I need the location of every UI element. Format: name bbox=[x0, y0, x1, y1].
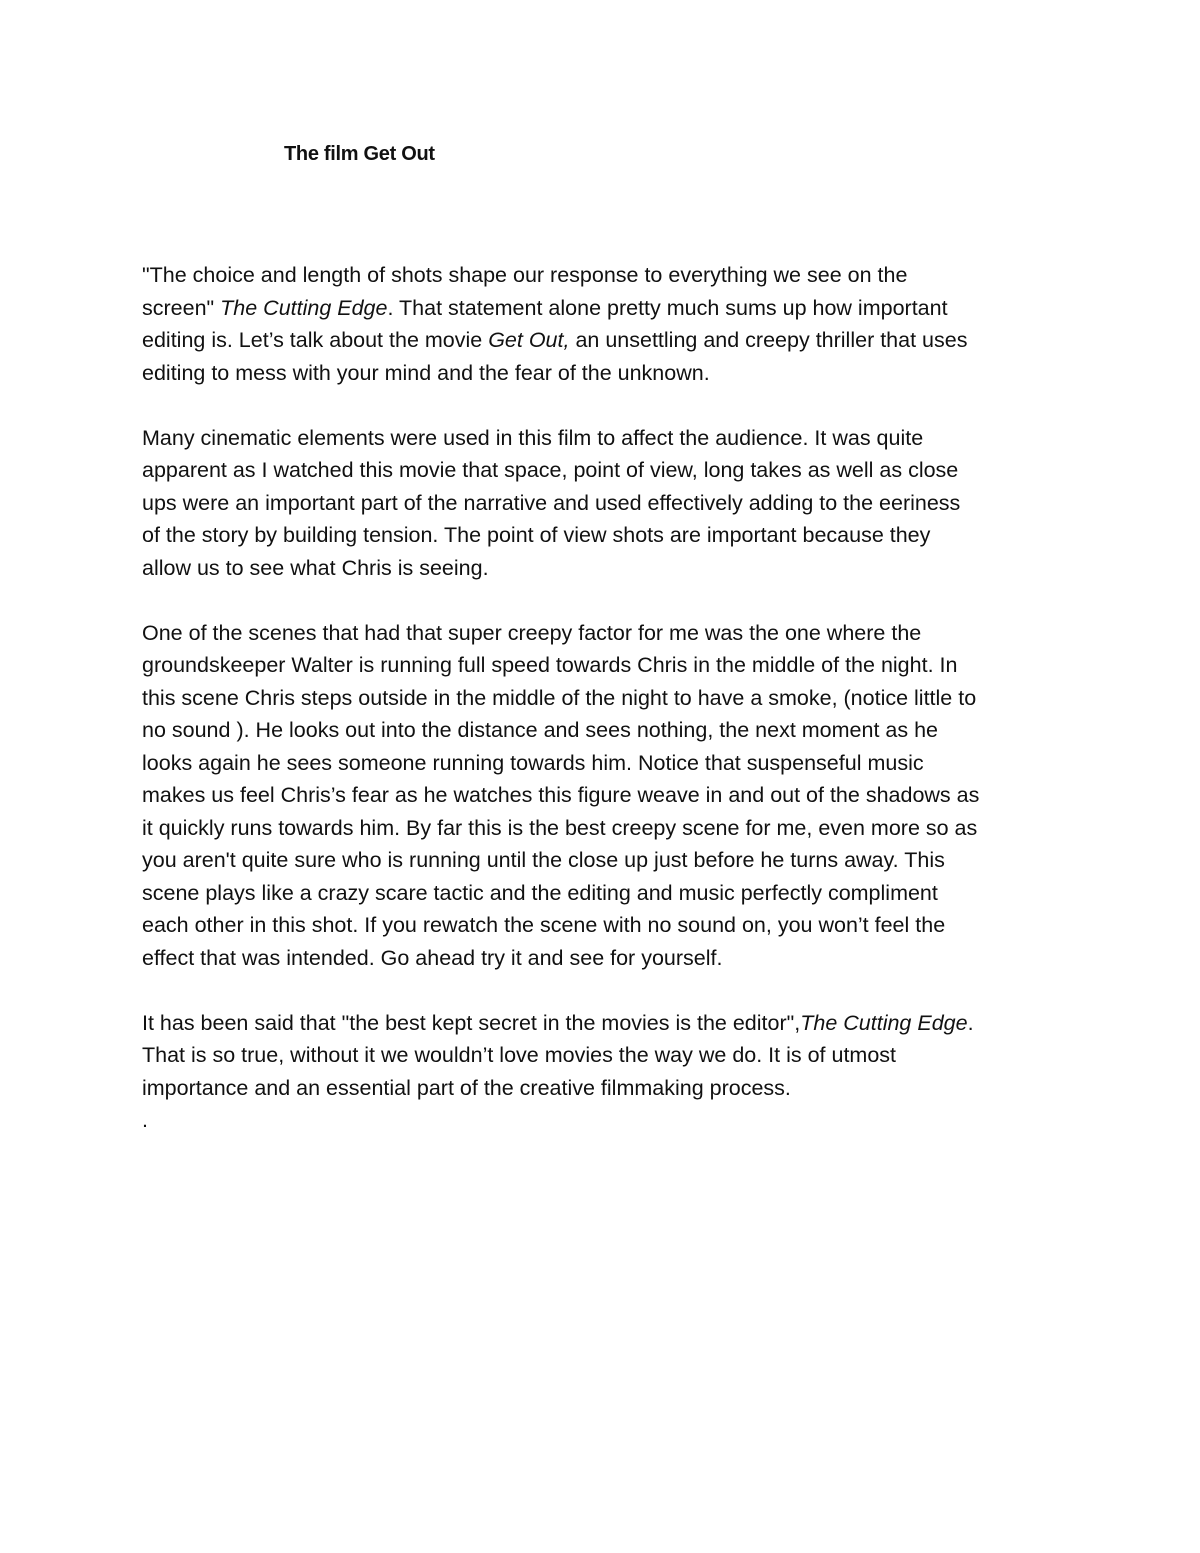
text-line bbox=[142, 649, 1072, 682]
text-line bbox=[142, 357, 1072, 390]
text-line bbox=[142, 909, 1072, 942]
text-line bbox=[142, 844, 1072, 877]
text-line bbox=[142, 812, 1072, 845]
paragraph-4 bbox=[142, 1007, 1072, 1105]
text-line bbox=[142, 682, 1072, 715]
text-line bbox=[142, 422, 1072, 455]
text-line bbox=[142, 1072, 1072, 1105]
italic-title-run: Get Out, bbox=[488, 328, 570, 352]
text-run: editing to mess with your mind and the fear of the unknown. bbox=[142, 360, 710, 385]
text-run: allow us to see what Chris is seeing. bbox=[142, 555, 489, 580]
text-line bbox=[142, 454, 1072, 487]
text-run: apparent as I watched this movie that space, point of view, long takes as well as close bbox=[142, 458, 959, 482]
italic-title-run: The Cutting Edge bbox=[220, 295, 388, 320]
text-run: It has been said that "the best kept secret in the movies is the editor", bbox=[142, 1010, 801, 1035]
paragraph-3 bbox=[142, 617, 1072, 975]
italic-title-run: The Cutting Edge bbox=[800, 1010, 968, 1035]
text-run: this scene Chris steps outside in the middle of the night to have a smoke, (notice little to bbox=[142, 685, 977, 710]
text-line bbox=[142, 1039, 1072, 1072]
text-run: each other in this shot. If you rewatch the scene with no sound on, you won’t feel the bbox=[142, 913, 946, 937]
text-line bbox=[142, 779, 1072, 812]
text-run: importance and an essential part of the creative filmmaking process. bbox=[142, 1075, 791, 1100]
trailing-period: . bbox=[142, 1108, 148, 1132]
text-line bbox=[142, 552, 1072, 585]
text-run: no sound ). He looks out into the distance and sees nothing, the next moment as he bbox=[142, 718, 939, 742]
paragraph-1 bbox=[142, 259, 1072, 389]
text-run: looks again he sees someone running towards him. Notice that suspenseful music bbox=[142, 750, 924, 775]
text-run: it quickly runs towards him. By far this is the best creepy scene for me, even more so as bbox=[142, 815, 978, 840]
text-run: Many cinematic elements were used in this film to affect the audience. It was quite bbox=[142, 425, 924, 450]
text-run: editing is. Let’s talk about the movie bbox=[142, 328, 489, 352]
text-run: scene plays like a crazy scare tactic and the editing and music perfectly compliment bbox=[142, 880, 938, 905]
text-run: One of the scenes that had that super creepy factor for me was the one where the bbox=[142, 620, 922, 645]
document-body bbox=[142, 259, 1072, 1137]
text-run: screen" bbox=[142, 295, 221, 320]
text-run: "The choice and length of shots shape our response to everything we see on the bbox=[142, 263, 908, 287]
text-line bbox=[142, 617, 1072, 650]
paragraph-2 bbox=[142, 422, 1072, 585]
text-line bbox=[142, 324, 1072, 357]
text-line bbox=[142, 942, 1072, 975]
text-run: an unsettling and creepy thriller that uses bbox=[569, 328, 968, 352]
text-line bbox=[142, 519, 1072, 552]
text-run: you aren't quite sure who is running until the close up just before he turns away. This bbox=[142, 848, 945, 872]
text-run: effect that was intended. Go ahead try it and see for yourself. bbox=[142, 945, 723, 970]
text-run: ups were an important part of the narrative and used effectively adding to the eeriness bbox=[142, 490, 961, 515]
text-run: makes us feel Chris’s fear as he watches this figure weave in and out of the shadows as bbox=[142, 783, 980, 807]
text-line bbox=[142, 487, 1072, 520]
text-line bbox=[142, 292, 1072, 325]
text-line bbox=[142, 747, 1072, 780]
text-run: . bbox=[967, 1010, 974, 1035]
text-run: . That statement alone pretty much sums up how important bbox=[387, 295, 948, 320]
text-line bbox=[142, 1007, 1072, 1040]
text-line bbox=[142, 259, 1072, 292]
text-run: groundskeeper Walter is running full speed towards Chris in the middle of the night. In bbox=[142, 653, 958, 677]
text-run: of the story by building tension. The point of view shots are important because they bbox=[142, 523, 931, 547]
document-title: The film Get Out bbox=[284, 143, 435, 165]
text-line bbox=[142, 714, 1072, 747]
text-run: That is so true, without it we wouldn’t love movies the way we do. It is of utmost bbox=[142, 1043, 897, 1067]
text-line bbox=[142, 877, 1072, 910]
